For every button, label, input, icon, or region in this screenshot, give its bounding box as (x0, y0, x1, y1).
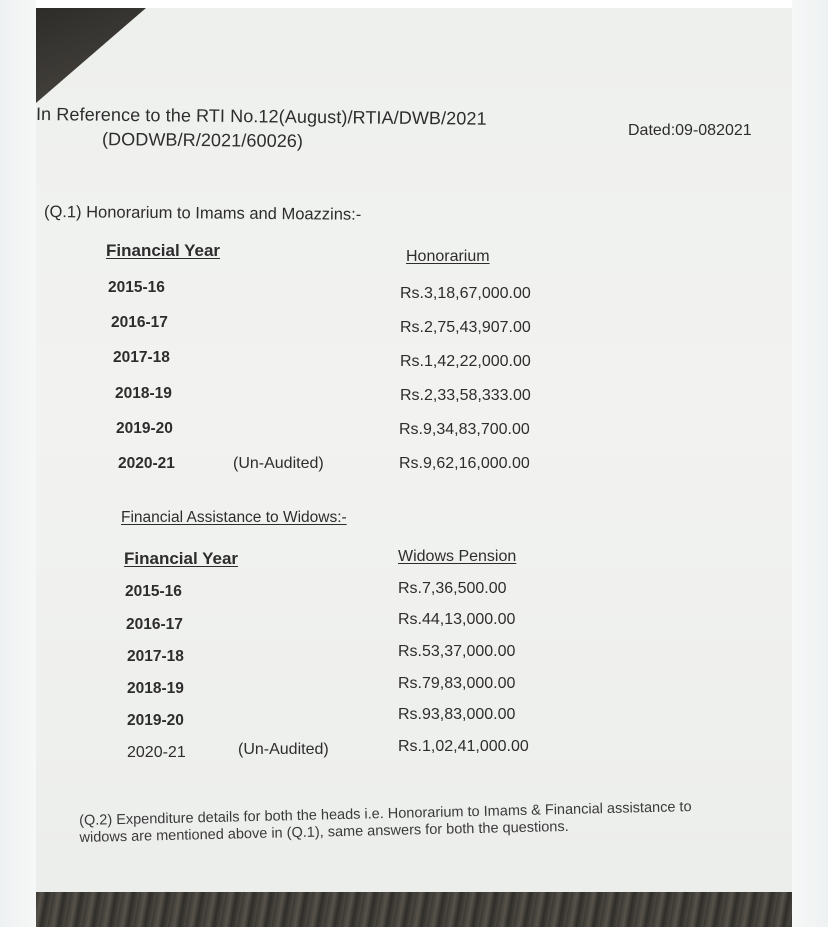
photo-background-left (0, 0, 36, 927)
amount-cell: Rs.93,83,000.00 (398, 706, 516, 723)
q2-paragraph: (Q.2) Expenditure details for both the heads i.e. Honorarium to Imams & Financial assistance to widows are mentioned above in (Q.1), same answers for both the questions. (79, 799, 692, 846)
reference-number: (DODWB/R/2021/60026) (101, 129, 304, 152)
year-cell: 2016-17 (111, 314, 168, 331)
folded-corner (36, 8, 146, 103)
year-cell: 2018-19 (127, 680, 184, 697)
widows-col-financial-year: Financial Year (124, 549, 239, 568)
amount-cell: Rs.3,18,67,000.00 (400, 285, 531, 302)
year-cell: 2019-20 (127, 712, 184, 729)
year-cell: 2016-17 (126, 616, 183, 633)
dated-label: Dated:09-082021 (628, 122, 752, 139)
year-cell: 2015-16 (125, 583, 182, 600)
amount-cell: Rs.7,36,500.00 (398, 580, 507, 597)
year-cell: 2017-18 (113, 349, 170, 366)
widows-col-pension: Widows Pension (398, 548, 517, 565)
year-cell: 2020-21 (127, 744, 186, 761)
year-cell: 2015-16 (108, 279, 165, 296)
year-cell: 2019-20 (116, 420, 173, 437)
unaudited-note: (Un-Audited) (233, 455, 324, 472)
amount-cell: Rs.2,33,58,333.00 (400, 387, 531, 404)
amount-cell: Rs.53,37,000.00 (398, 643, 516, 660)
q1-heading (44, 203, 361, 225)
reference-line: In Reference to the RTI No.12(August)/RTIA/DWB/2021 (35, 104, 487, 129)
year-cell: 2018-19 (115, 385, 172, 402)
amount-cell: Rs.9,62,16,000.00 (399, 455, 530, 472)
table-surface (36, 892, 792, 927)
unaudited-note: (Un-Audited) (238, 741, 329, 758)
year-cell: 2017-18 (127, 648, 184, 665)
amount-cell: Rs.79,83,000.00 (398, 675, 516, 692)
amount-cell: Rs.1,42,22,000.00 (400, 353, 531, 370)
q1-heading-text: (Q.1) Honorarium to Imams and Moazzins:- (43, 203, 362, 224)
q1-col-financial-year: Financial Year (106, 241, 221, 260)
year-cell: 2020-21 (118, 455, 175, 472)
photo-background-right (792, 0, 828, 927)
widows-heading: Financial Assistance to Widows:- (121, 509, 347, 526)
amount-cell: Rs.1,02,41,000.00 (398, 738, 529, 755)
amount-cell: Rs.2,75,43,907.00 (400, 319, 531, 336)
q1-col-honorarium: Honorarium (406, 248, 490, 265)
amount-cell: Rs.9,34,83,700.00 (399, 421, 530, 438)
amount-cell: Rs.44,13,000.00 (398, 611, 516, 628)
